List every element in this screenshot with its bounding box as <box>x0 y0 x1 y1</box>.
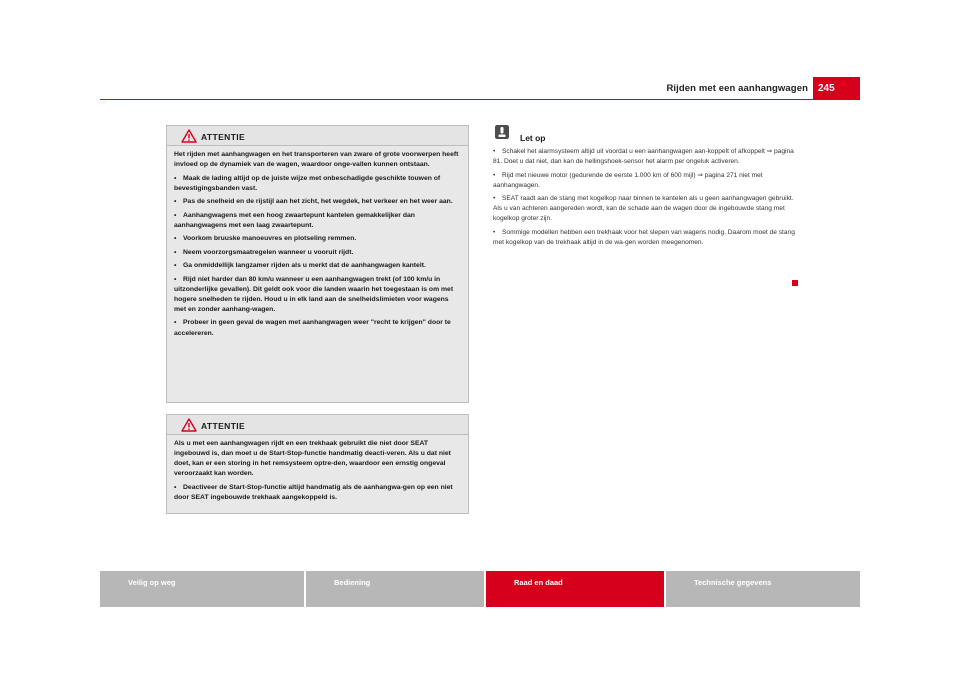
warning-box-1 <box>166 125 469 403</box>
warning-box-1-header <box>167 126 468 146</box>
note-section <box>493 125 800 251</box>
warning-triangle-icon <box>181 129 197 143</box>
tab-veilig-op-weg[interactable] <box>100 571 304 607</box>
footer-nav <box>100 571 860 607</box>
tab-label: Technische gegevens <box>694 578 772 587</box>
warning-bullet: • Rijd niet harder dan 80 km/u wanneer u een aanhangwagen trekt (of 100 km/u in uitzonderlijke gevallen). Dit geldt ook voor die landen waarin het toegestaan is om met hogere snelheden te rijden. Houd u in elk land aan de snelheidslimieten voor wagens met en zonder aanhang-wagen. <box>174 275 454 313</box>
note-bullet: • Sommige modellen hebben een trekhaak voor het slepen van wagens nodig. Daarom moet de stang met kogelkop van de trekhaak altijd in de wa-gen worden meegenomen. <box>493 228 795 246</box>
warning-bullet: • Maak de lading altijd op de juiste wijze met onbeschadigde geschikte touwen of bevestigingsbanden vast. <box>174 174 441 192</box>
warning-bullet: • Probeer in geen geval de wagen met aanhangwagen weer "recht te krijgen" door te accelereren. <box>174 319 451 337</box>
note-info-icon <box>495 125 509 139</box>
tab-raad-en-daad[interactable] <box>486 571 664 607</box>
tab-technische-gegevens[interactable] <box>666 571 860 607</box>
warning-box-2-body <box>167 435 468 509</box>
tab-label: Bediening <box>334 578 371 587</box>
note-bullet: • Rijd met nieuwe motor (gedurende de eerste 1.000 km of 600 mijl) ⇒ pagina 271 niet met aanhangwagen. <box>493 171 763 189</box>
note-bullet: • Schakel het alarmsysteem altijd uit voordat u een aanhangwagen aan-koppelt of afkoppelt ⇒ pagina 81. Doet u dat niet, dan kan de hellingshoek-sensor het alarm per ongeluk activeren. <box>493 148 794 166</box>
warning-bullet: • Voorkom bruuske manoeuvres en plotseling remmen. <box>174 235 357 243</box>
warning-paragraph: Het rijden met aanhangwagen en het transporteren van zware of grote voorwerpen heeft invloed op de dynamiek van de wagen, waardoor onge-vallen kunnen ontstaan. <box>174 151 459 169</box>
warning-box-1-body <box>167 146 468 345</box>
note-body <box>493 147 800 248</box>
tab-bediening[interactable] <box>306 571 484 607</box>
note-header <box>493 125 800 143</box>
warning-title: ATTENTIE <box>201 421 246 431</box>
note-title: Let op <box>520 133 546 143</box>
page-number: 245 <box>813 77 860 99</box>
warning-box-2 <box>166 414 469 514</box>
page-header-title: Rijden met een aanhangwagen <box>666 83 808 94</box>
warning-triangle-icon <box>181 418 197 432</box>
warning-bullet: • Deactiveer de Start-Stop-functie altijd handmatig als de aanhangwa-gen op een niet door SEAT ingebouwde trekhaak aangekoppeld is. <box>174 483 453 501</box>
warning-bullet: • Pas de snelheid en de rijstijl aan het zicht, het wegdek, het verkeer en het weer aan. <box>174 198 453 206</box>
warning-title: ATTENTIE <box>201 132 246 142</box>
warning-bullet: • Aanhangwagens met een hoog zwaartepunt kantelen gemakkelijker dan aanhangwagens met een laag zwaartepunt. <box>174 211 415 229</box>
section-end-marker <box>792 280 798 286</box>
warning-bullet: • Neem voorzorgsmaatregelen wanneer u vooruit rijdt. <box>174 248 354 256</box>
warning-paragraph: Als u met een aanhangwagen rijdt en een trekhaak gebruikt die niet door SEAT ingebouwd is, dan moet u de Start-Stop-functie handmatig deacti-veren. Als u dat niet doet, kan er een storing in het remsysteem optre-den, waardoor een ernstig ongeval veroorzaakt kan worden. <box>174 440 451 478</box>
header-divider <box>100 99 860 100</box>
note-bullet: • SEAT raadt aan de stang met kogelkop naar binnen te kantelen als u geen aanhangwagen gebruikt. Als u van achteren aangereden wordt, kan de schade aan de wagen door de ingebouwde stang met kogelkop groter zijn. <box>493 195 794 223</box>
tab-label: Raad en daad <box>514 578 563 587</box>
warning-bullet: • Ga onmiddellijk langzamer rijden als u merkt dat de aanhangwagen kantelt. <box>174 262 426 270</box>
tab-label: Veilig op weg <box>128 578 176 587</box>
warning-box-2-header <box>167 415 468 435</box>
